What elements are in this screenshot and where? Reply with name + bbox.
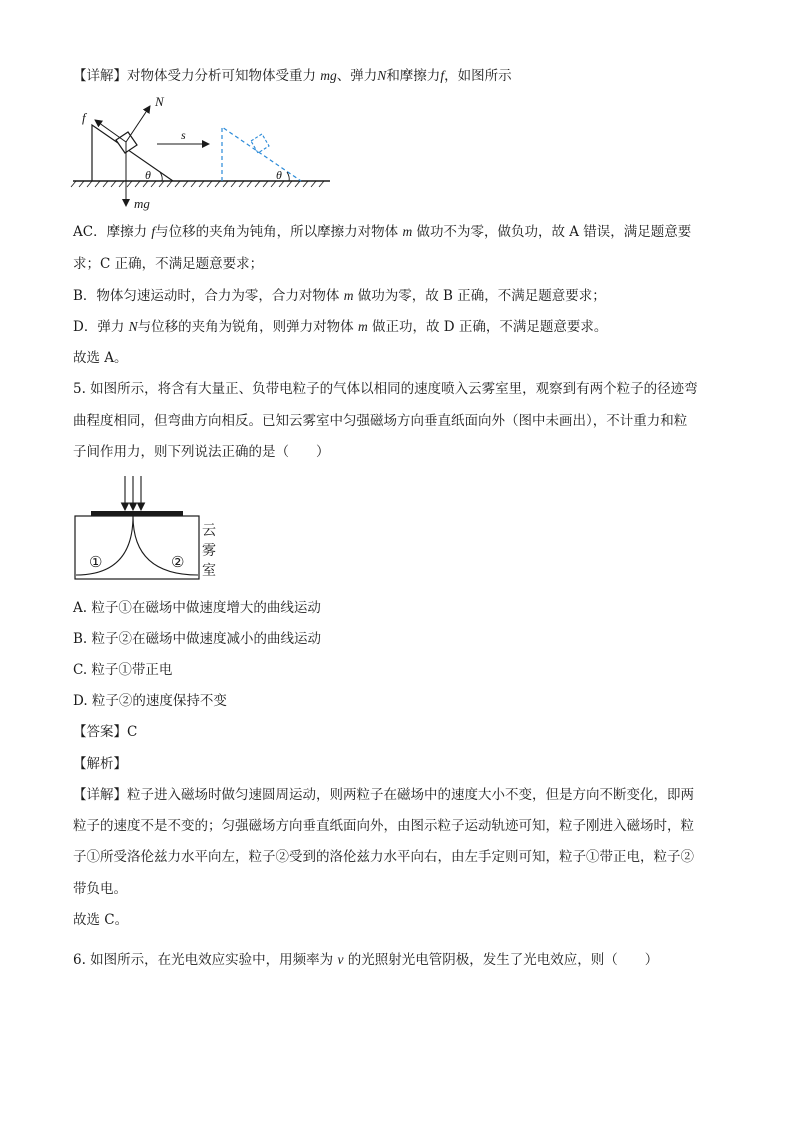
var-nu: ν <box>337 952 344 967</box>
q5-stem-line2: 曲程度相同，但弯曲方向相反。已知云雾室中匀强磁场方向垂直纸面向外（图中未画出），不计重力和粒 <box>73 413 688 429</box>
label-f: f <box>82 110 86 125</box>
particle-1-label: ① <box>89 555 103 571</box>
q5-detail-line3: 子①所受洛伦兹力水平向左，粒子②受到的洛伦兹力水平向右，由左手定则可知，粒子①带正电，粒子② <box>73 849 694 865</box>
q5-option-a: A. 粒子①在磁场中做速度增大的曲线运动 <box>73 600 321 616</box>
chamber-label-1: 云 <box>202 524 216 539</box>
q5-option-b: B. 粒子②在磁场中做速度减小的曲线运动 <box>73 631 322 647</box>
q5-detail-line2: 粒子的速度不是不变的；匀强磁场方向垂直纸面向外，由图示粒子运动轨迹可知，粒子刚进入磁场时，粒 <box>73 818 694 834</box>
q5-detail-line1: 【详解】粒子进入磁场时做匀速圆周运动，则两粒子在磁场中的速度大小不变，但是方向不断变化，即两 <box>73 787 694 803</box>
analysis-d: D．弹力 N与位移的夹角为锐角，则弹力对物体 m 做正功，故 D 正确，不满足题意要求。 <box>73 319 608 335</box>
analysis-choose: 故选 A。 <box>73 350 128 366</box>
q5-stem-line1: 5. 如图所示，将含有大量正、负带电粒子的气体以相同的速度喷入云雾室里，观察到有两个粒子的径迹弯 <box>73 381 698 397</box>
q5-choose: 故选 C。 <box>73 912 129 928</box>
q5-answer <box>73 723 137 741</box>
incline-dashed <box>222 127 301 181</box>
analysis-ac-line2: 求；C 正确，不满足题意要求； <box>73 256 264 272</box>
cloud-chamber-diagram <box>74 474 234 584</box>
analysis-b: B．物体匀速运动时，合力为零，合力对物体 m 做功为零，故 B 正确，不满足题意要求； <box>73 288 606 304</box>
label-s: s <box>181 128 186 142</box>
analysis-ac-line1: AC．摩擦力 f与位移的夹角为钝角，所以摩擦力对物体 m 做功不为零，做负功，故 A 错误，满足题意要 <box>73 224 692 240</box>
trajectory-2 <box>133 516 198 575</box>
normal-arrow <box>126 106 150 142</box>
particle-2-label: ② <box>171 555 185 571</box>
detail-tag: 【详解】 <box>73 787 127 803</box>
label-theta-2: θ <box>276 168 282 182</box>
var-f: f <box>440 68 445 83</box>
var-mg: mg <box>320 68 337 83</box>
detail-tag: 【详解】 <box>73 68 127 84</box>
q5-option-d: D. 粒子②的速度保持不变 <box>73 693 227 709</box>
label-mg: mg <box>134 196 150 211</box>
var-N: N <box>377 68 387 83</box>
chamber-label-3: 室 <box>202 564 216 579</box>
q6-stem: 6. 如图所示，在光电效应实验中，用频率为 ν 的光照射光电管阴极，发生了光电效应，则（ ） <box>73 952 659 968</box>
q5-detail-line4: 带负电。 <box>73 881 127 897</box>
block-dashed <box>251 134 269 153</box>
label-N: N <box>155 94 164 109</box>
detail-force-analysis: 【详解】对物体受力分析可知物体受重力 mg、弹力N和摩擦力f，如图所示 <box>73 68 512 84</box>
trajectory-1 <box>76 516 133 575</box>
answer-tag: 【答案】 <box>73 724 127 740</box>
answer-value: C <box>127 724 138 740</box>
chamber-label-2: 雾 <box>202 544 216 559</box>
q5-option-c: C. 粒子①带正电 <box>73 662 173 678</box>
incline-force-diagram <box>68 92 338 217</box>
label-theta: θ <box>145 168 151 182</box>
q5-analysis-tag: 【解析】 <box>73 756 127 772</box>
q5-stem-line3: 子间作用力，则下列说法正确的是（ ） <box>73 444 330 460</box>
entry-plate <box>91 511 183 516</box>
